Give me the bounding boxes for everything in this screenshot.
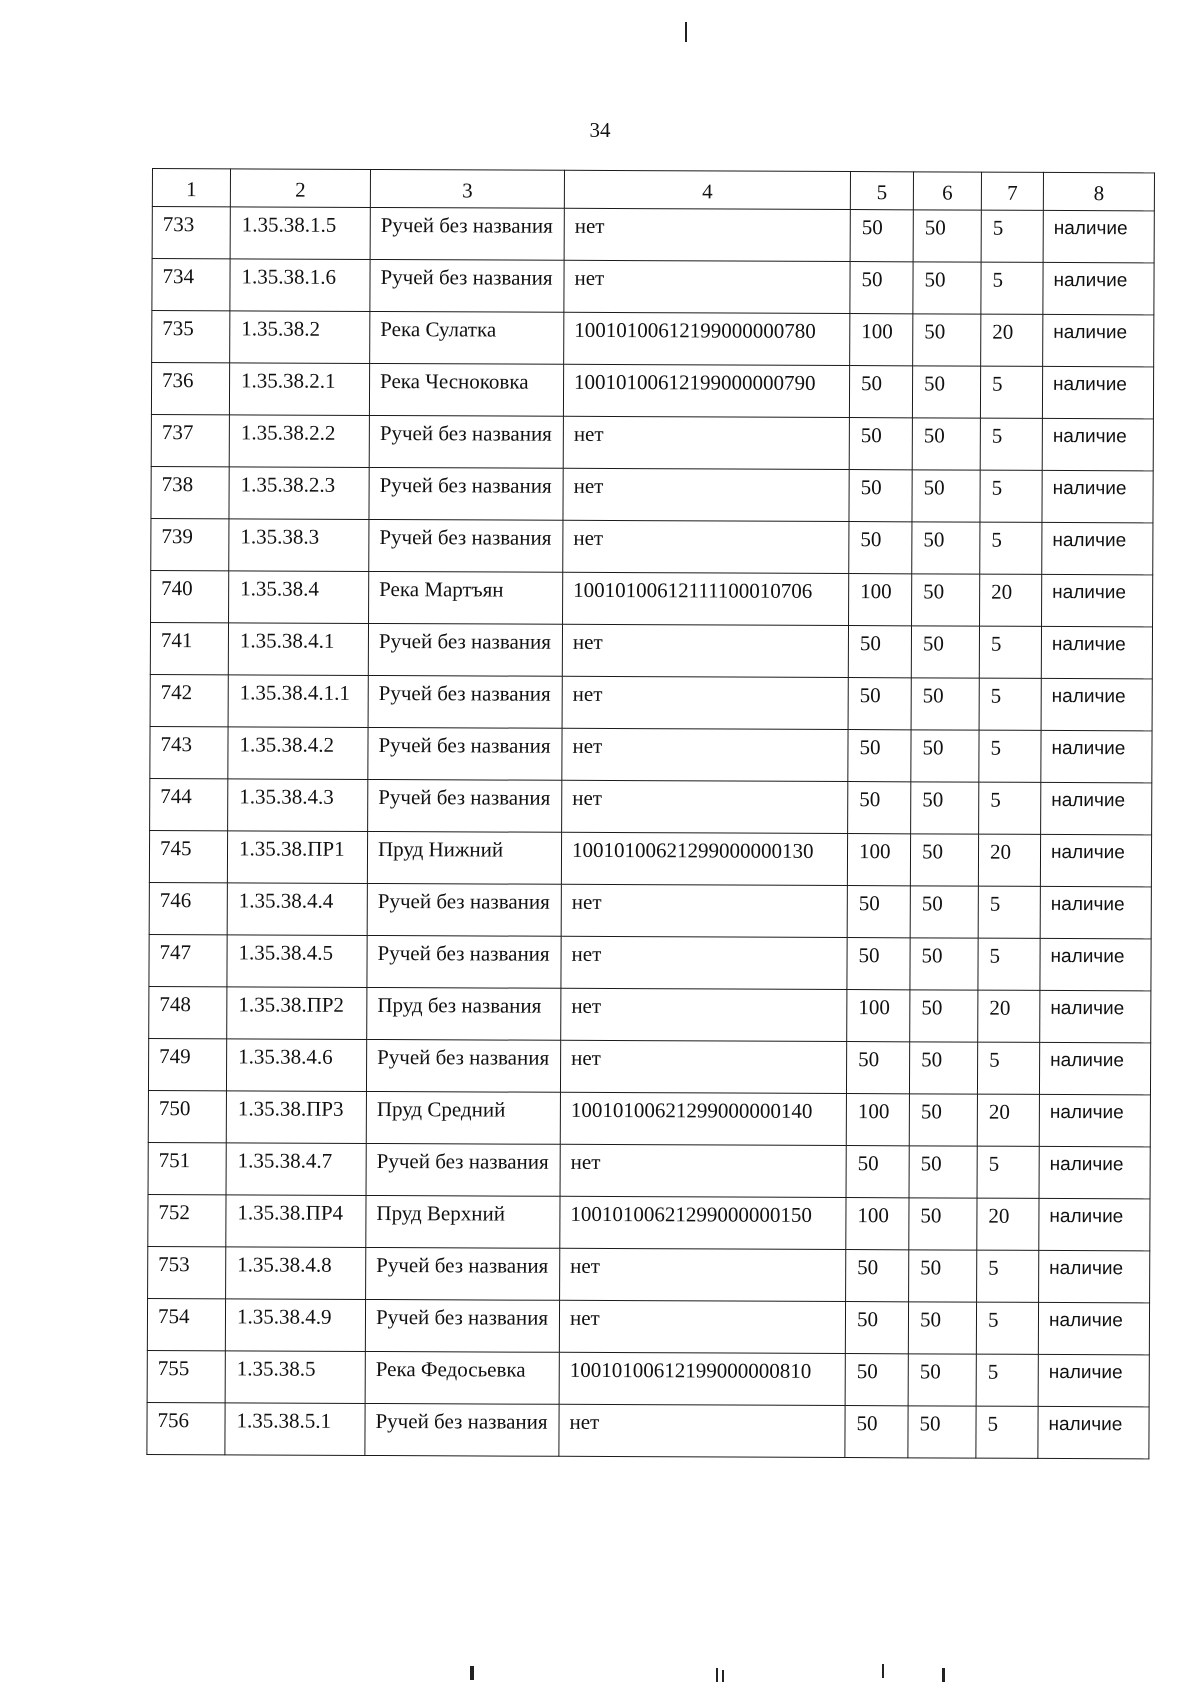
cell-registry-code: нет xyxy=(563,520,849,573)
table-row xyxy=(151,570,1153,626)
cell-col-7: 20 xyxy=(981,314,1043,366)
cell-row-number: 749 xyxy=(148,1038,226,1090)
scan-artifact-bottom-1 xyxy=(470,1666,474,1680)
cell-col-5: 100 xyxy=(850,314,913,366)
cell-col-5: 100 xyxy=(846,1094,909,1146)
cell-col-6: 50 xyxy=(908,1354,976,1406)
cell-object-name: Река Федосьевка xyxy=(365,1351,559,1404)
cell-col-6: 50 xyxy=(912,470,980,522)
cell-registry-code: 10010100612199000000810 xyxy=(559,1352,845,1405)
cell-registry-code: нет xyxy=(561,988,847,1041)
cell-col-5: 100 xyxy=(847,834,910,886)
cell-row-number: 739 xyxy=(151,518,229,570)
cell-registry-code: нет xyxy=(564,208,850,261)
cell-row-number: 754 xyxy=(147,1298,225,1350)
cell-registry-code: нет xyxy=(561,884,847,937)
cell-col-6: 50 xyxy=(913,262,981,314)
cell-object-name: Ручей без названия xyxy=(368,727,562,780)
cell-row-number: 744 xyxy=(150,778,228,830)
header-row xyxy=(152,169,1154,211)
table-row xyxy=(149,830,1151,886)
cell-object-name: Ручей без названия xyxy=(370,207,564,260)
cell-col-8: наличие xyxy=(1043,262,1154,314)
cell-row-number: 753 xyxy=(148,1246,226,1298)
header-col-7: 7 xyxy=(981,172,1043,210)
cell-object-name: Пруд Средний xyxy=(366,1091,560,1144)
cell-registry-code: 10010100621299000000140 xyxy=(560,1092,846,1145)
cell-code: 1.35.38.4.5 xyxy=(227,935,367,988)
cell-col-5: 50 xyxy=(845,1302,908,1354)
cell-registry-code: нет xyxy=(562,624,848,677)
cell-row-number: 741 xyxy=(150,622,228,674)
cell-col-5: 50 xyxy=(850,210,913,262)
cell-col-8: наличие xyxy=(1038,1302,1149,1354)
table-row xyxy=(149,986,1151,1042)
cell-registry-code: нет xyxy=(562,780,848,833)
cell-col-7: 5 xyxy=(979,626,1041,678)
cell-object-name: Ручей без названия xyxy=(370,259,564,312)
cell-col-5: 50 xyxy=(849,418,912,470)
cell-code: 1.35.38.4 xyxy=(229,571,369,624)
cell-code: 1.35.38.5 xyxy=(225,1351,365,1404)
data-table-container xyxy=(146,168,1154,1459)
cell-col-6: 50 xyxy=(908,1302,976,1354)
cell-code: 1.35.38.ПР1 xyxy=(227,831,367,884)
cell-col-5: 50 xyxy=(848,730,911,782)
cell-col-6: 50 xyxy=(908,1406,976,1458)
header-col-8: 8 xyxy=(1043,172,1154,210)
cell-col-7: 5 xyxy=(977,1250,1039,1302)
cell-registry-code: нет xyxy=(563,416,849,469)
cell-registry-code: нет xyxy=(562,728,848,781)
scan-artifact-bottom-5 xyxy=(942,1668,945,1682)
cell-col-7: 5 xyxy=(976,1302,1038,1354)
cell-registry-code: нет xyxy=(560,1248,846,1301)
cell-col-7: 5 xyxy=(977,1042,1039,1094)
cell-col-5: 50 xyxy=(847,938,910,990)
cell-col-6: 50 xyxy=(911,782,979,834)
cell-col-5: 50 xyxy=(846,1042,909,1094)
cell-col-5: 50 xyxy=(849,366,912,418)
cell-object-name: Река Мартъян xyxy=(369,571,563,624)
cell-col-8: наличие xyxy=(1040,834,1151,886)
table-row xyxy=(150,622,1152,678)
cell-code: 1.35.38.ПР3 xyxy=(226,1091,366,1144)
cell-registry-code: 10010100621299000000150 xyxy=(560,1196,846,1249)
cell-col-7: 20 xyxy=(978,990,1040,1042)
cell-row-number: 756 xyxy=(147,1402,225,1454)
cell-code: 1.35.38.4.9 xyxy=(225,1299,365,1352)
cell-object-name: Река Сулатка xyxy=(370,311,564,364)
cell-col-5: 50 xyxy=(850,262,913,314)
cell-code: 1.35.38.2.1 xyxy=(229,363,369,416)
cell-code: 1.35.38.4.1 xyxy=(228,623,368,676)
cell-object-name: Ручей без названия xyxy=(367,935,561,988)
cell-col-6: 50 xyxy=(911,730,979,782)
cell-row-number: 735 xyxy=(152,311,230,363)
cell-col-8: наличие xyxy=(1039,1198,1150,1250)
cell-col-8: наличие xyxy=(1041,782,1152,834)
cell-col-7: 5 xyxy=(980,470,1042,522)
cell-object-name: Ручей без названия xyxy=(368,623,562,676)
cell-object-name: Ручей без названия xyxy=(369,415,563,468)
cell-registry-code: нет xyxy=(561,936,847,989)
table-row xyxy=(152,259,1154,315)
cell-col-6: 50 xyxy=(913,210,981,262)
table-row xyxy=(149,934,1151,990)
cell-col-5: 50 xyxy=(848,626,911,678)
cell-col-8: наличие xyxy=(1043,314,1154,366)
cell-registry-code: 10010100612199000000780 xyxy=(564,312,850,365)
cell-object-name: Ручей без названия xyxy=(368,779,562,832)
cell-object-name: Ручей без названия xyxy=(367,883,561,936)
cell-col-8: наличие xyxy=(1039,1094,1150,1146)
scan-artifact-bottom-4 xyxy=(882,1664,884,1678)
cell-col-5: 100 xyxy=(846,1198,909,1250)
cell-col-6: 50 xyxy=(910,938,978,990)
cell-code: 1.35.38.3 xyxy=(229,519,369,572)
cell-object-name: Река Чесноковка xyxy=(369,363,563,416)
cell-code: 1.35.38.2 xyxy=(230,311,370,364)
cell-registry-code: нет xyxy=(560,1040,846,1093)
cell-col-8: наличие xyxy=(1041,678,1152,730)
cell-code: 1.35.38.ПР2 xyxy=(227,987,367,1040)
table-header xyxy=(152,169,1154,211)
cell-col-7: 5 xyxy=(981,210,1043,262)
cell-col-6: 50 xyxy=(912,418,980,470)
cell-registry-code: нет xyxy=(559,1404,845,1457)
scan-artifact-bottom-3 xyxy=(722,1670,724,1682)
cell-col-8: наличие xyxy=(1042,418,1153,470)
cell-col-7: 20 xyxy=(977,1198,1039,1250)
cell-col-7: 5 xyxy=(980,418,1042,470)
table-row xyxy=(151,363,1153,419)
cell-col-6: 50 xyxy=(909,1042,977,1094)
cell-col-6: 50 xyxy=(911,626,979,678)
cell-col-8: наличие xyxy=(1042,470,1153,522)
cell-row-number: 742 xyxy=(150,674,228,726)
cell-col-8: наличие xyxy=(1043,210,1154,262)
cell-col-6: 50 xyxy=(913,314,981,366)
cell-col-7: 5 xyxy=(978,886,1040,938)
cell-registry-code: нет xyxy=(559,1300,845,1353)
cell-col-7: 5 xyxy=(981,262,1043,314)
cell-code: 1.35.38.5.1 xyxy=(225,1403,365,1456)
cell-object-name: Ручей без названия xyxy=(365,1299,559,1352)
header-col-2: 2 xyxy=(230,169,370,208)
cell-row-number: 738 xyxy=(151,466,229,518)
table-row xyxy=(148,1194,1150,1250)
cell-object-name: Ручей без названия xyxy=(369,467,563,520)
cell-row-number: 752 xyxy=(148,1194,226,1246)
cell-registry-code: 10010100612199000000790 xyxy=(563,364,849,417)
cell-row-number: 737 xyxy=(151,414,229,466)
cell-code: 1.35.38.4.3 xyxy=(228,779,368,832)
cell-code: 1.35.38.4.1.1 xyxy=(228,675,368,728)
cell-code: 1.35.38.1.6 xyxy=(230,259,370,312)
cell-col-7: 5 xyxy=(976,1406,1038,1458)
cell-object-name: Ручей без названия xyxy=(368,675,562,728)
cell-col-7: 5 xyxy=(978,938,1040,990)
cell-col-6: 50 xyxy=(912,522,980,574)
cell-col-6: 50 xyxy=(910,834,978,886)
cell-registry-code: нет xyxy=(562,676,848,729)
cell-row-number: 745 xyxy=(149,830,227,882)
cell-code: 1.35.38.4.8 xyxy=(226,1247,366,1300)
table-row xyxy=(148,1038,1150,1094)
cell-col-7: 20 xyxy=(978,834,1040,886)
cell-col-8: наличие xyxy=(1039,1042,1150,1094)
cell-col-5: 100 xyxy=(847,990,910,1042)
cell-row-number: 740 xyxy=(151,570,229,622)
cell-registry-code: нет xyxy=(560,1144,846,1197)
cell-col-6: 50 xyxy=(911,678,979,730)
table-row xyxy=(148,1090,1150,1146)
table-row xyxy=(147,1298,1149,1354)
table-row xyxy=(149,882,1151,938)
cell-col-7: 5 xyxy=(979,730,1041,782)
cell-col-8: наличие xyxy=(1041,626,1152,678)
cell-col-5: 50 xyxy=(848,782,911,834)
cell-code: 1.35.38.4.7 xyxy=(226,1143,366,1196)
cell-col-7: 5 xyxy=(977,1146,1039,1198)
cell-registry-code: 10010100621299000000130 xyxy=(561,832,847,885)
cell-col-7: 5 xyxy=(979,782,1041,834)
cell-object-name: Ручей без названия xyxy=(369,519,563,572)
cell-col-6: 50 xyxy=(912,574,980,626)
cell-col-7: 5 xyxy=(979,678,1041,730)
cell-col-5: 100 xyxy=(849,574,912,626)
cell-col-8: наличие xyxy=(1042,366,1153,418)
cell-row-number: 755 xyxy=(147,1350,225,1402)
cell-col-8: наличие xyxy=(1040,938,1151,990)
table-row xyxy=(150,778,1152,834)
cell-object-name: Пруд без названия xyxy=(367,987,561,1040)
cell-col-8: наличие xyxy=(1039,1250,1150,1302)
table-row xyxy=(147,1402,1149,1458)
scan-artifact-bottom-2 xyxy=(716,1668,718,1682)
cell-col-6: 50 xyxy=(910,990,978,1042)
cell-col-7: 5 xyxy=(980,522,1042,574)
cell-col-8: наличие xyxy=(1040,886,1151,938)
cell-col-8: наличие xyxy=(1038,1354,1149,1406)
cell-row-number: 733 xyxy=(152,207,230,259)
cell-row-number: 750 xyxy=(148,1090,226,1142)
header-col-1: 1 xyxy=(152,169,230,207)
cell-code: 1.35.38.2.2 xyxy=(229,415,369,468)
cell-col-5: 50 xyxy=(849,470,912,522)
table-body xyxy=(147,207,1154,1459)
cell-col-7: 20 xyxy=(977,1094,1039,1146)
cell-object-name: Пруд Нижний xyxy=(367,831,561,884)
cell-object-name: Ручей без названия xyxy=(366,1247,560,1300)
header-col-5: 5 xyxy=(850,172,913,210)
cell-col-5: 50 xyxy=(848,678,911,730)
cell-col-8: наличие xyxy=(1042,574,1153,626)
table-row xyxy=(151,518,1153,574)
cell-col-8: наличие xyxy=(1038,1406,1149,1458)
cell-col-8: наличие xyxy=(1040,990,1151,1042)
cell-col-8: наличие xyxy=(1042,522,1153,574)
table-row xyxy=(152,207,1154,263)
table-row xyxy=(151,414,1153,470)
cell-object-name: Ручей без названия xyxy=(366,1039,560,1092)
cell-col-7: 5 xyxy=(976,1354,1038,1406)
cell-col-6: 50 xyxy=(912,366,980,418)
cell-object-name: Пруд Верхний xyxy=(366,1195,560,1248)
cell-col-6: 50 xyxy=(909,1198,977,1250)
table-row xyxy=(150,726,1152,782)
cell-registry-code: нет xyxy=(564,260,850,313)
cell-col-8: наличие xyxy=(1039,1146,1150,1198)
cell-registry-code: нет xyxy=(563,468,849,521)
scan-artifact-top xyxy=(685,22,687,42)
cell-row-number: 751 xyxy=(148,1142,226,1194)
page-number: 34 xyxy=(589,118,611,142)
cell-row-number: 747 xyxy=(149,934,227,986)
table-row xyxy=(147,1350,1149,1406)
table-row xyxy=(150,674,1152,730)
cell-row-number: 748 xyxy=(149,986,227,1038)
cell-row-number: 743 xyxy=(150,726,228,778)
table-row xyxy=(152,311,1154,367)
cell-col-5: 50 xyxy=(845,1354,908,1406)
cell-row-number: 736 xyxy=(151,363,229,415)
cell-col-5: 50 xyxy=(849,522,912,574)
cell-object-name: Ручей без названия xyxy=(366,1143,560,1196)
cell-row-number: 734 xyxy=(152,259,230,311)
table-row xyxy=(148,1142,1150,1198)
cell-col-5: 50 xyxy=(846,1146,909,1198)
cell-col-8: наличие xyxy=(1041,730,1152,782)
cell-col-6: 50 xyxy=(909,1146,977,1198)
cell-col-5: 50 xyxy=(846,1250,909,1302)
cell-col-7: 5 xyxy=(980,366,1042,418)
cell-row-number: 746 xyxy=(149,882,227,934)
cell-col-6: 50 xyxy=(909,1250,977,1302)
header-col-4: 4 xyxy=(564,170,850,209)
header-col-6: 6 xyxy=(913,172,981,210)
header-col-3: 3 xyxy=(370,169,564,208)
cell-object-name: Ручей без названия xyxy=(365,1403,559,1456)
cell-col-6: 50 xyxy=(909,1094,977,1146)
cell-code: 1.35.38.4.6 xyxy=(226,1039,366,1092)
cell-col-6: 50 xyxy=(910,886,978,938)
table-row xyxy=(151,466,1153,522)
cell-registry-code: 10010100612111100010706 xyxy=(563,572,849,625)
cell-col-7: 20 xyxy=(980,574,1042,626)
cell-code: 1.35.38.4.2 xyxy=(228,727,368,780)
cell-code: 1.35.38.1.5 xyxy=(230,207,370,260)
cell-code: 1.35.38.2.3 xyxy=(229,467,369,520)
cell-code: 1.35.38.ПР4 xyxy=(226,1195,366,1248)
cell-col-5: 50 xyxy=(845,1406,908,1458)
cell-col-5: 50 xyxy=(847,886,910,938)
table-row xyxy=(148,1246,1150,1302)
data-table xyxy=(146,168,1155,1459)
cell-code: 1.35.38.4.4 xyxy=(227,883,367,936)
